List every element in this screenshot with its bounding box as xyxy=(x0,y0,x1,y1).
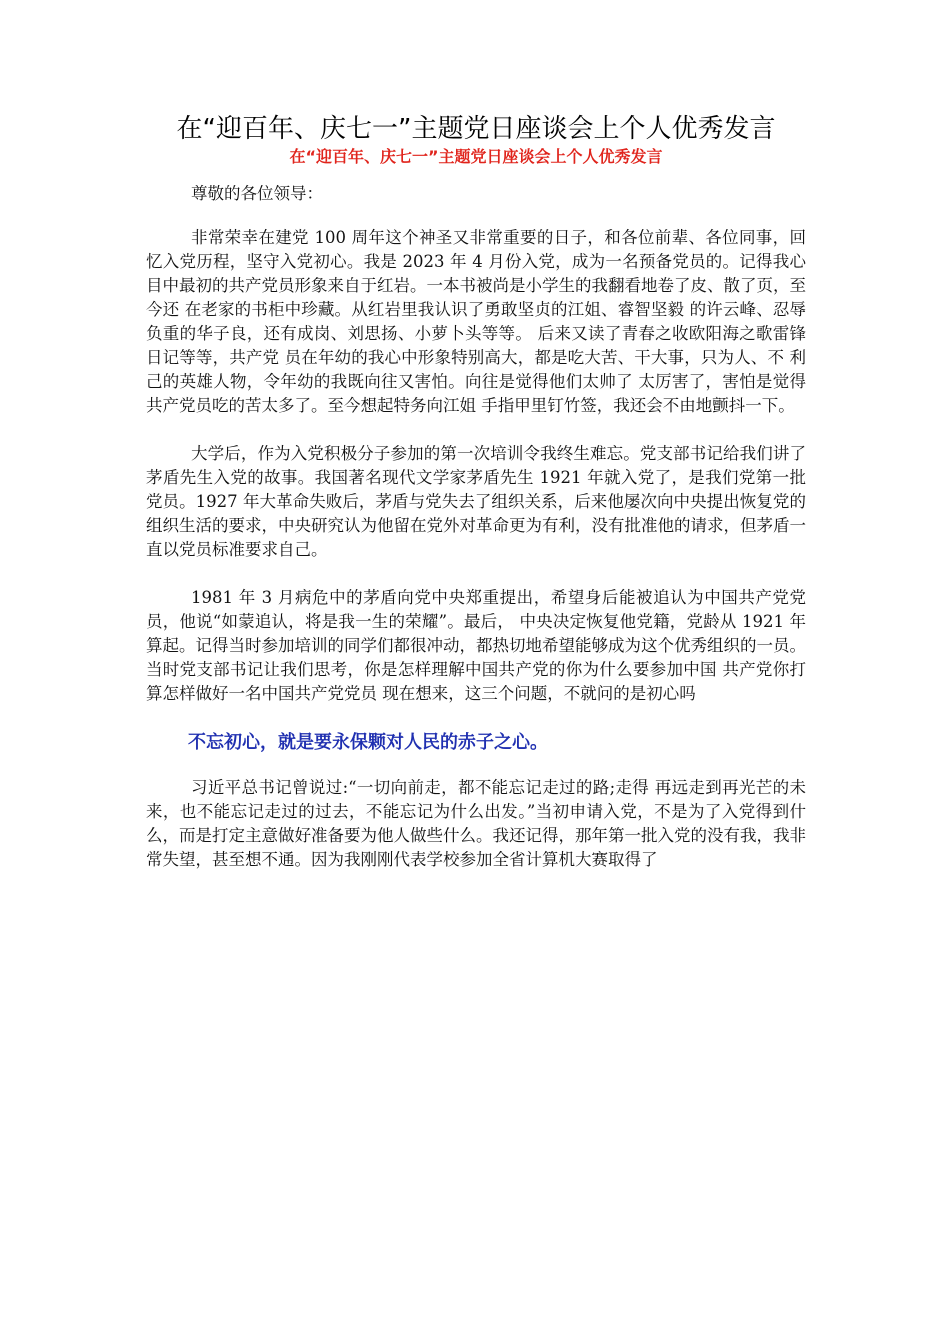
paragraph-4: 习近平总书记曾说过:“一切向前走，都不能忘记走过的路;走得 再远走到再光芒的未来，也不能忘记走过的过去，不能忘记为什么出发。”当初申请入党，不是为了入党得到什么，而是打定主意做好准备要为他人做些什么。我还记得，那年第一批入党的没有我，我非常失望，甚至想不通。因为我刚刚代表学校参加全省计算机大赛取得了 xyxy=(146,778,806,869)
section-heading: 不忘初心，就是要永保颗对人民的赤子之心。 xyxy=(188,732,548,753)
document-subtitle: 在“迎百年、庆七一”主题党日座谈会上个人优秀发言 xyxy=(289,147,663,166)
document-title: 在“迎百年、庆七一”主题党日座谈会上个人优秀发言 xyxy=(176,114,776,144)
paragraph-1: 非常荣幸在建党 100 周年这个神圣又非常重要的日子，和各位前辈、各位同事，回忆入党历程，坚守入党初心。我是 2023 年 4 月份入党，成为一名预备党员的。记得我心目中最初的共产党员形象来自于红岩。一本书被尚是小学生的我翻看地卷了皮、散了页，至今还 在老家的书柜中珍藏。从红岩里我认识了勇敢坚贞的江姐、睿智坚毅 的许云峰、忍辱负重的华子良，还有成岗、刘思扬、小萝卜头等等。 后来又读了青春之收欧阳海之歌雷锋日记等等，共产党 员在年幼的我心中形象特别高大，都是吃大苦、干大事，只为人、不 利己的英雄人物，令年幼的我既向往又害怕。向往是觉得他们太帅了 太厉害了，害怕是觉得共产党员吃的苦太多了。至今想起特务向江姐 手指甲里钉竹签，我还会不由地颤抖一下。 xyxy=(146,228,806,415)
paragraph-3: 1981 年 3 月病危中的茅盾向党中央郑重提出，希望身后能被追认为中国共产党党员，他说“如蒙追认，将是我一生的荣耀”。最后， 中央决定恢复他党籍，党龄从 1921 年算起。记得当时参加培训的同学们都很冲动，都热切地希望能够成为这个优秀组织的一员。当时党支部书记让我们思考，你是怎样理解中国共产党的你为什么要参加中国 共产党你打算怎样做好一名中国共产党党员 现在想来，这三个问题，不就问的是初心吗 xyxy=(146,588,806,703)
salutation: 尊敬的各位领导： xyxy=(191,184,323,203)
paragraph-2: 大学后，作为入党积极分子参加的第一次培训令我终生难忘。党支部书记给我们讲了茅盾先生入党的故事。我国著名现代文学家茅盾先生 1921 年就入党了，是我们党第一批党员。1927 年大革命失败后，茅盾与党失去了组织关系，后来他屡次向中央提出恢复党的组织生活的要求，中央研究认为他留在党外对革命更为有利，没有批准他的请求，但茅盾一直以党员标准要求自己。 xyxy=(146,444,806,559)
document-page xyxy=(146,112,806,896)
